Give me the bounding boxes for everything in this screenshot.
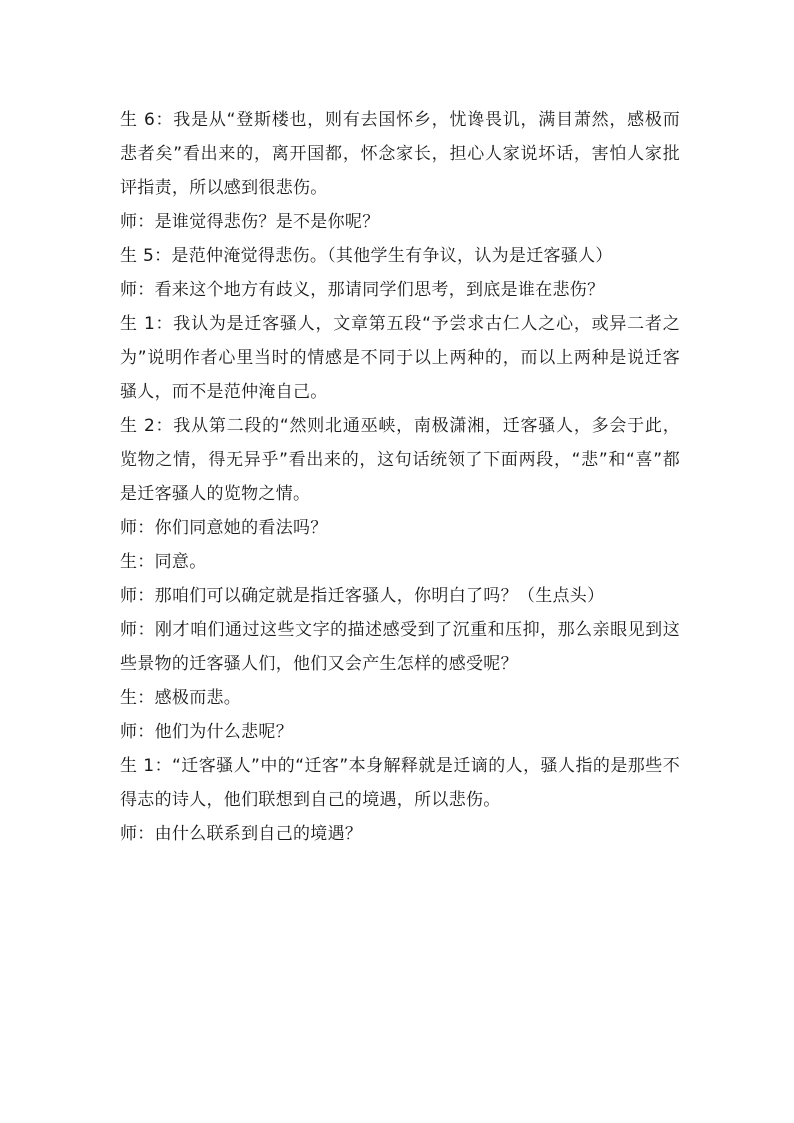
- paragraph-student1-explain: 生 1：“迁客骚人”中的“迁客”本身解释就是迁谪的人，骚人指的是那些不得志的诗人，他们联想到自己的境遇，所以悲伤。: [120, 756, 680, 810]
- paragraph-teacher-agree: 师：你们同意她的看法吗？: [120, 518, 328, 538]
- paragraph-teacher-why: 师：他们为什么悲呢？: [120, 722, 293, 742]
- paragraph-student2-answer: 生 2：我从第二段的“然则北通巫峡，南极潇湘，迁客骚人，多会于此，览物之情，得无异乎”看出来的，这句话统领了下面两段，“悲”和“喜”都是迁客骚人的览物之情。: [120, 416, 680, 504]
- paragraph-teacher-ambiguity: 师：看来这个地方有歧义，那请同学们思考，到底是谁在悲伤？: [120, 280, 605, 300]
- paragraph-student6: 生 6：我是从“登斯楼也，则有去国怀乡，忧谗畏讥，满目萧然，感极而悲者矣”看出来的，离开国都，怀念家长，担心人家说坏话，害怕人家批评指责，所以感到很悲伤。: [120, 110, 680, 198]
- paragraph-student1-answer: 生 1：我认为是迁客骚人，文章第五段“予尝求古仁人之心，或异二者之为”说明作者心里当时的情感是不同于以上两种的，而以上两种是说迁客骚人，而不是范仲淹自己。: [120, 314, 680, 402]
- paragraph-student5: 生 5：是范仲淹觉得悲伤。（其他学生有争议，认为是迁客骚人）: [120, 246, 613, 266]
- paragraph-teacher-confirm: 师：那咱们可以确定就是指迁客骚人，你明白了吗？（生点头）: [120, 586, 605, 606]
- paragraph-students-agree: 生：同意。: [120, 552, 207, 572]
- paragraph-student-sad: 生：感极而悲。: [120, 688, 242, 708]
- paragraph-teacher-final: 师：由什么联系到自己的境遇？: [120, 824, 363, 844]
- document-page: [120, 103, 680, 851]
- paragraph-teacher-feeling: 师：刚才咱们通过这些文字的描述感受到了沉重和压抑，那么亲眼见到这些景物的迁客骚人们，他们又会产生怎样的感受呢？: [120, 620, 680, 674]
- paragraph-teacher-question: 师：是谁觉得悲伤？是不是你呢？: [120, 212, 380, 232]
